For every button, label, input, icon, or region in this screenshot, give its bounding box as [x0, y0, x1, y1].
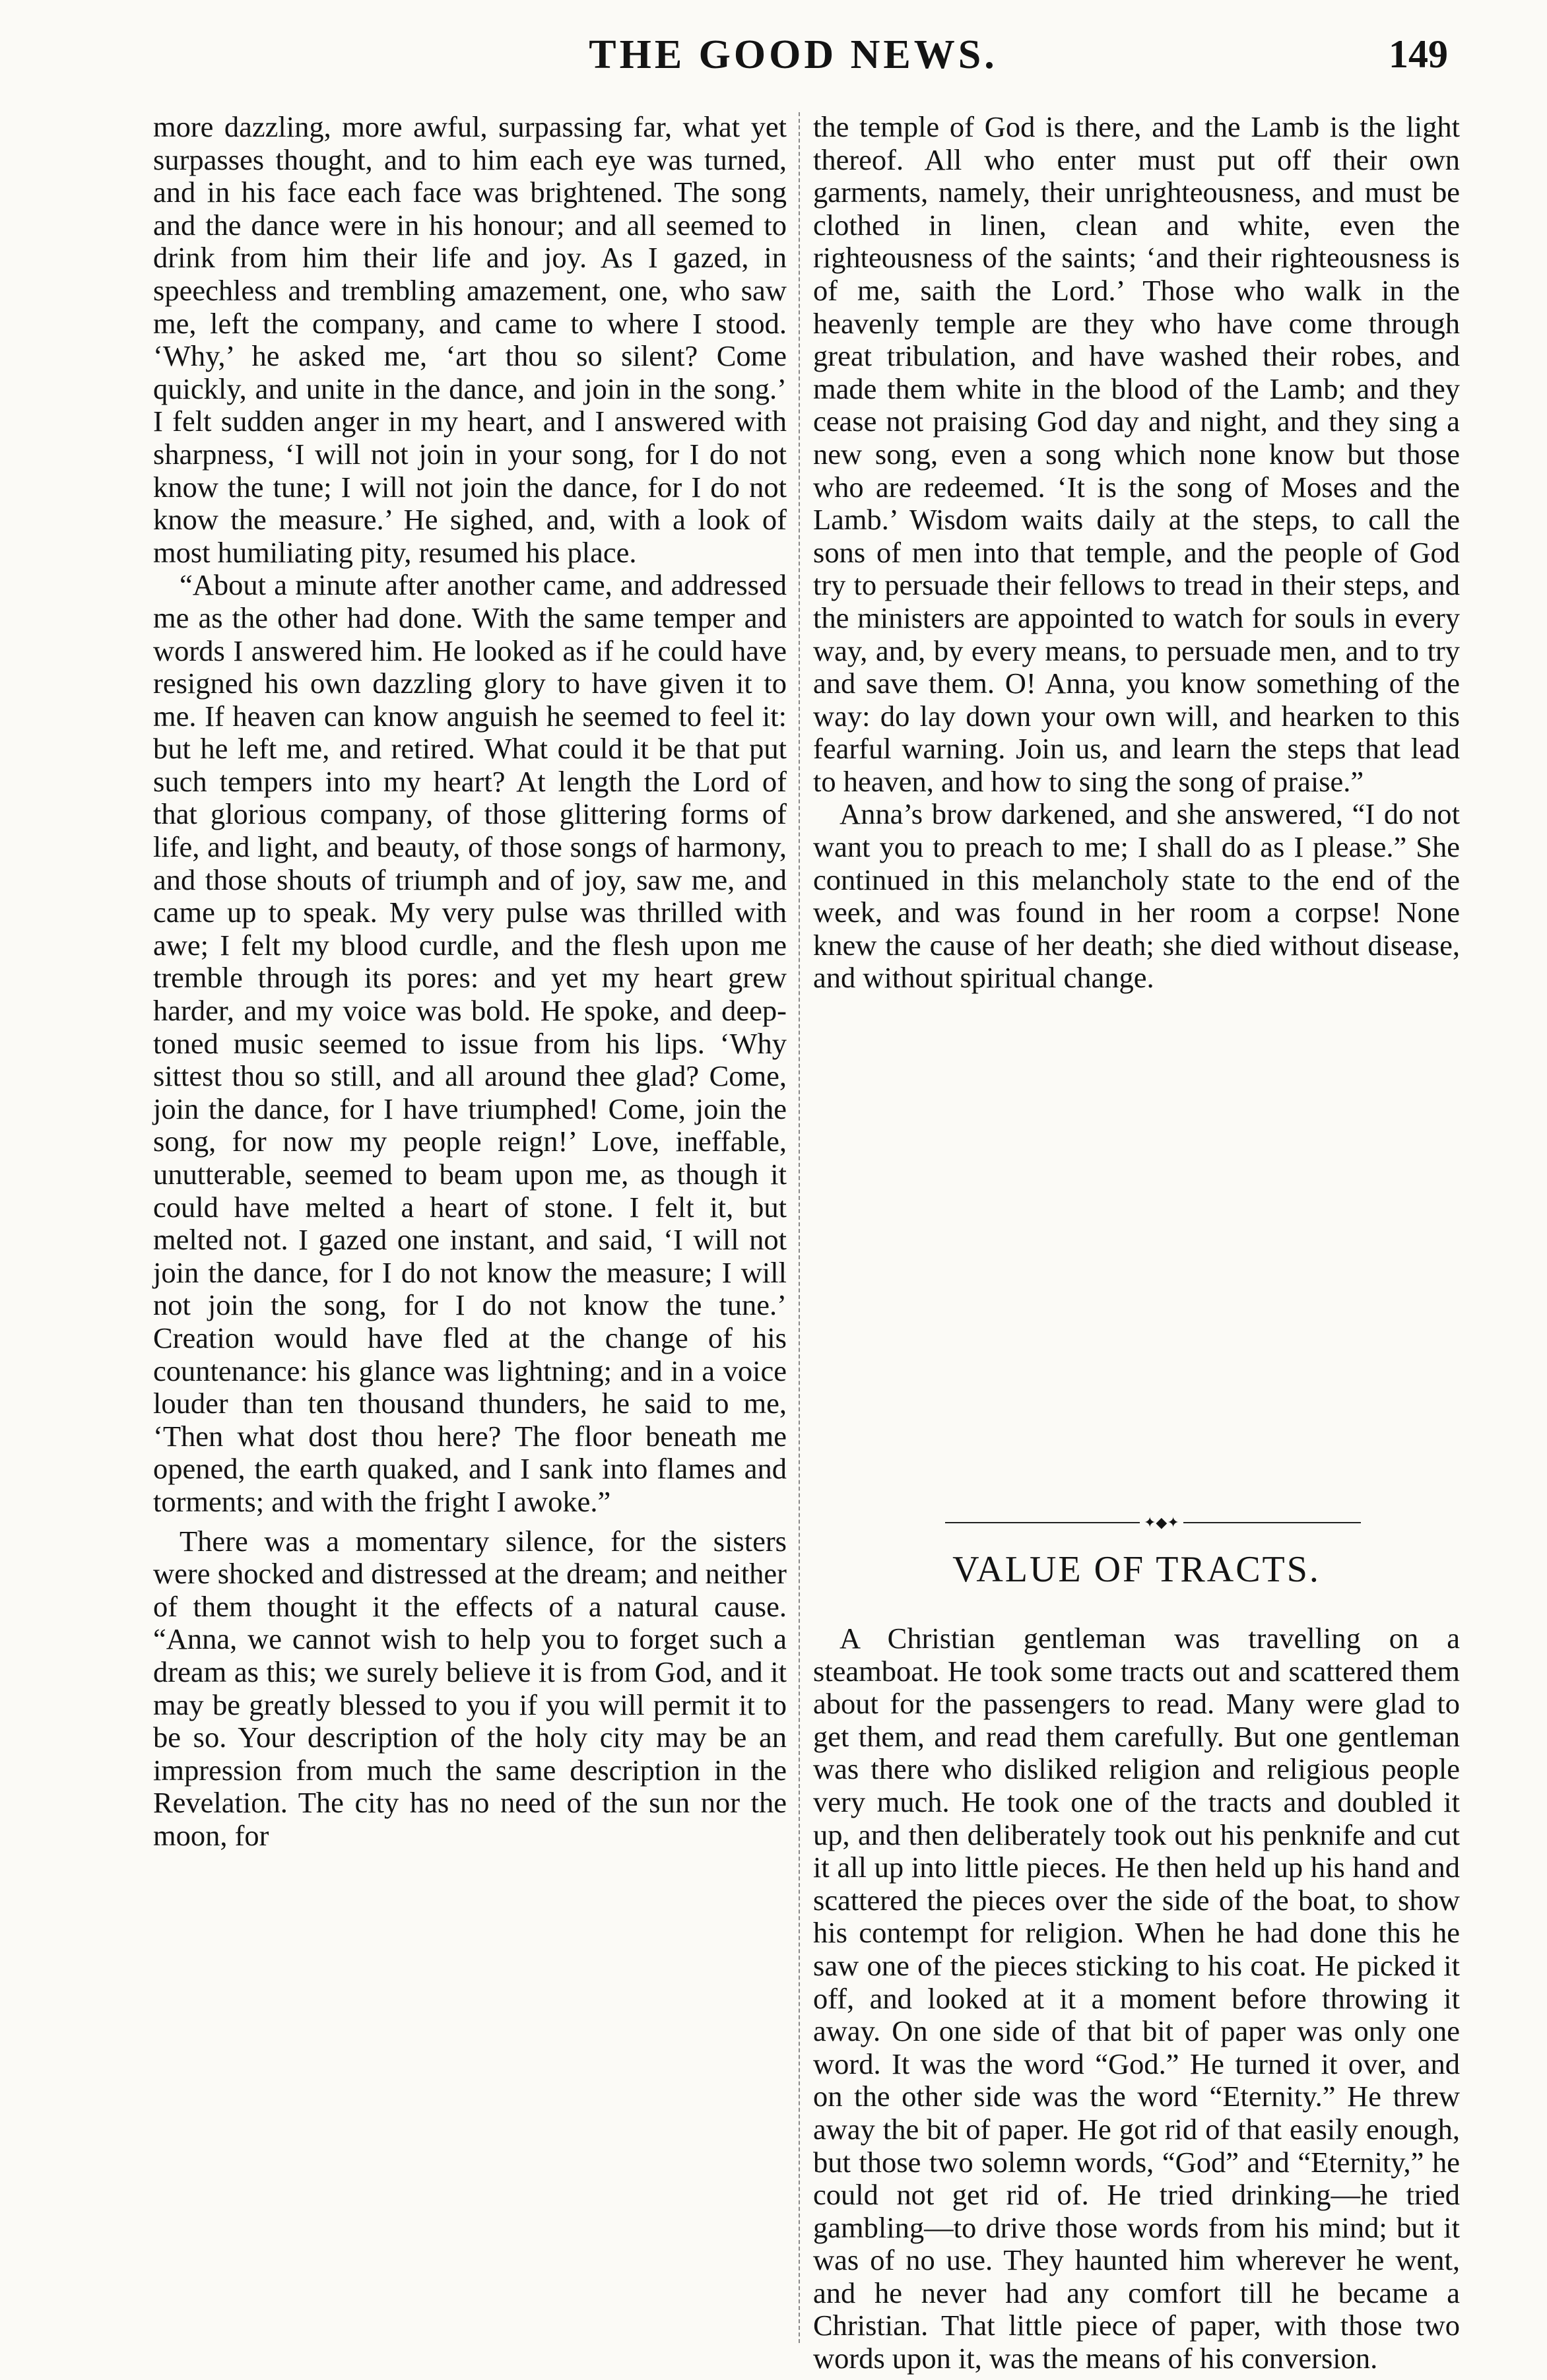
column-divider	[799, 112, 800, 2343]
running-head	[139, 32, 1448, 91]
left-paragraph-3: There was a momentary silence, for the sisters were shocked and distressed at the dream; and neither of them thought it the effects of a natural cause. “Anna, we cannot wish to help you to forget such a dream as this; we surely believe it is from God, and it may be greatly blessed to you if you will permit it to be so. Your description of the holy city may be an impression from much the same description in the Revelation. The city has no need of the sun nor the moon, for	[153, 1524, 787, 1852]
right-column-bottom	[813, 1622, 1460, 2375]
section-rule	[945, 1514, 1361, 1531]
ornament-icon: ✦◆✦	[1140, 1514, 1183, 1531]
left-paragraph-2: “About a minute after another came, and addressed me as the other had done. With the same temper and words I answered him. He looked as if he could have resigned his own dazzling glory to have given it to me. If heaven can know anguish he seemed to feel it: but he left me, and retired. What could it be that put such tempers into my heart? At length the Lord of that glorious company, of those glittering forms of life, and light, and beauty, of those songs of harmony, and those shouts of triumph and of joy, saw me, and came up to speak. My very pulse was thrilled with awe; I felt my blood curdle, and the flesh upon me tremble through its pores: and yet my heart grew harder, and my voice was bold. He spoke, and deep-toned music seemed to issue from his lips. ‘Why sittest thou so still, and all around thee glad? Come, join the dance, for I have triumphed! Come, join the song, for now my people reign!’ Love, ineffable, unutterable, seemed to beam upon me, as though it could have melted a heart of stone. I felt it, but melted not. I gazed one instant, and said, ‘I will not join the dance, for I do not know the measure; I will not join the song, for I do not know the tune.’ Creation would have fled at the change of his countenance: his glance was lightning; and in a voice louder than ten thousand thunders, he said to me, ‘Then what dost thou here? The floor beneath me opened, the earth quaked, and I sank into flames and torments; and with the fright I awoke.”	[153, 568, 787, 1518]
page-number: 149	[1389, 32, 1448, 76]
right-paragraph-3: A Christian gentleman was travelling on a steamboat. He took some tracts out and scattered them about for the passengers to read. Many were glad to get them, and read them carefully. But one gentleman was there who disliked religion and religious people very much. He took one of the tracts and doubled it up, and then deliberately took out his penknife and cut it all up into little pieces. He then held up his hand and scattered the pieces over the side of the boat, to show his contempt for religion. When he had done this he saw one of the pieces sticking to his coat. He picked it off, and looked at it a moment before throwing it away. On one side of that bit of paper was only one word. It was the word “God.” He turned it over, and on the other side was the word “Eternity.” He threw away the bit of paper. He got rid of that easily enough, but those two solemn words, “God” and “Eternity,” he could not get rid of. He tried drinking—he tried gambling—to drive those words from his mind; but it was of no use. They haunted him wherever he went, and he never had any comfort till he became a Christian. That little piece of paper, with those two words upon it, was the means of his conversion.	[813, 1622, 1460, 2375]
right-paragraph-2: Anna’s brow darkened, and she answered, “I do not want you to preach to me; I shall do as I please.” She continued in this melancholy state to the end of the week, and was found in her room a corpse! None knew the cause of her death; she died without disease, and without spiritual change.	[813, 797, 1460, 995]
left-paragraph-1: more dazzling, more awful, surpassing far, what yet surpasses thought, and to him each eye was turned, and in his face each face was brightened. The song and the dance were in his honour; and all seemed to drink from him their life and joy. As I gazed, in speechless and trembling amazement, one, who saw me, left the company, and came to where I stood. ‘Why,’ he asked me, ‘art thou so silent? Come quickly, and unite in the dance, and join in the song.’ I felt sudden anger in my heart, and I answered with sharpness, ‘I will not join in your song, for I do not know the tune; I will not join the dance, for I do not know the measure.’ He sighed, and, with a look of most humiliating pity, resumed his place.	[153, 110, 787, 569]
right-column-top	[813, 111, 1460, 995]
right-paragraph-1: the temple of God is there, and the Lamb is the light thereof. All who enter must put off their own garments, namely, their unrighteousness, and must be clothed in linen, clean and white, even the righteousness of the saints; ‘and their righteousness is of me, saith the Lord.’ Those who walk in the heavenly temple are they who have come through great tribulation, and have washed their robes, and made them white in the blood of the Lamb; and they cease not praising God day and night, and they sing a new song, even a song which none know but those who are redeemed. ‘It is the song of Moses and the Lamb.’ Wisdom waits daily at the steps, to call the sons of men into that temple, and the people of God try to persuade their fellows to tread in their steps, and the ministers are appointed to watch for souls in every way, and, by every means, to persuade men, and to try and save them. O! Anna, you know something of the way: do lay down your own will, and hearken to this fearful warning. Join us, and learn the steps that lead to heaven, and how to sing the song of praise.”	[813, 110, 1460, 798]
left-column	[153, 111, 787, 1852]
section-title: VALUE OF TRACTS.	[952, 1549, 1321, 1590]
publication-title: THE GOOD NEWS.	[589, 32, 998, 77]
